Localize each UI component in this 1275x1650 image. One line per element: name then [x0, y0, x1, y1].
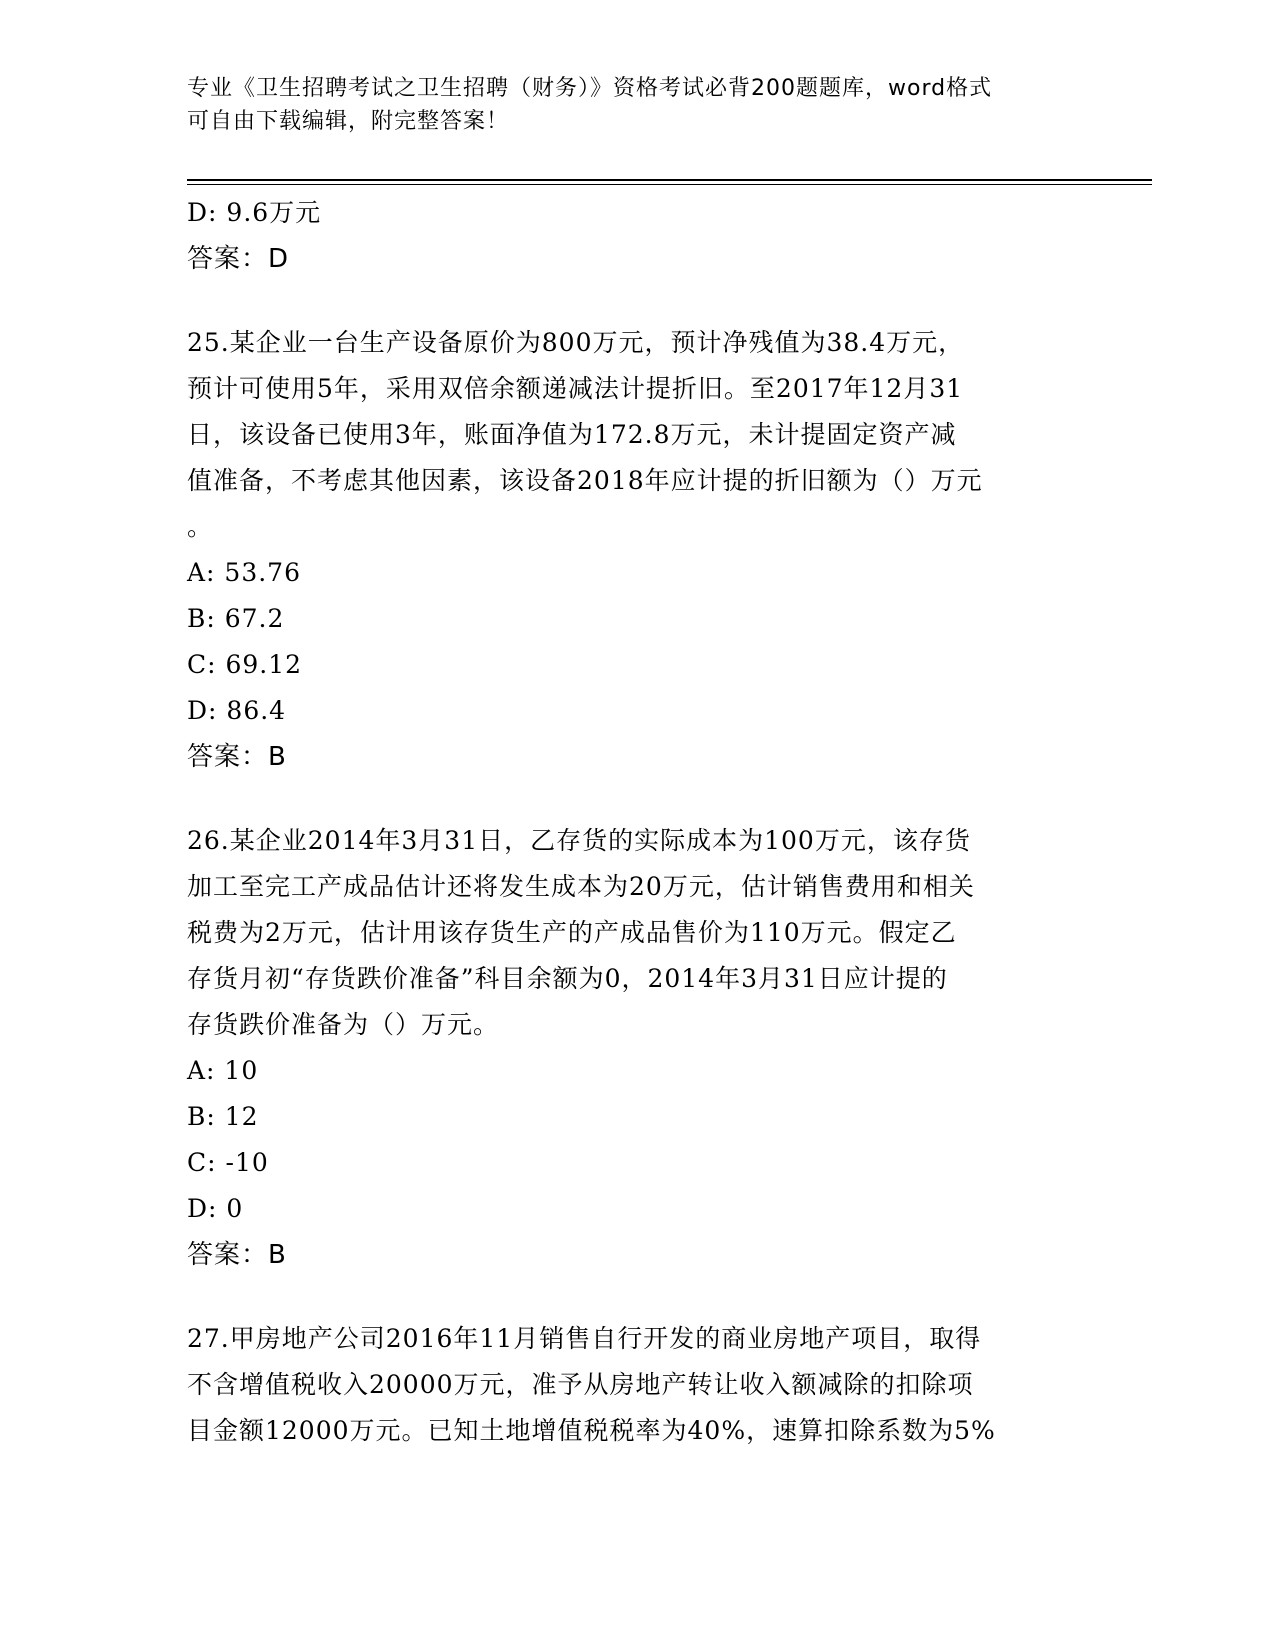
question-text-line: 25.某企业一台生产设备原价为800万元，预计净残值为38.4万元， — [187, 328, 965, 357]
question-26 — [187, 818, 1067, 1278]
question-25 — [187, 320, 1067, 780]
option-d: D: 0 — [187, 1194, 244, 1223]
document-body — [187, 190, 1067, 1454]
question-text-line: 存货跌价准备为（）万元。 — [187, 1010, 500, 1039]
option-c: C: -10 — [187, 1148, 269, 1177]
prev-answer: 答案：D — [187, 244, 290, 274]
question-text-line: 日，该设备已使用3年，账面净值为172.8万元，未计提固定资产减 — [187, 420, 957, 449]
question-text-line: 。 — [187, 512, 214, 541]
question-27 — [187, 1316, 1067, 1454]
option-b: B: 12 — [187, 1102, 259, 1131]
option-d: D: 86.4 — [187, 696, 287, 725]
option-c: C: 69.12 — [187, 650, 303, 679]
option-b: B: 67.2 — [187, 604, 285, 633]
header-rule-thick — [187, 179, 1152, 181]
option-a: A: 10 — [187, 1056, 259, 1085]
document-header — [187, 72, 1067, 138]
header-line-1: 专业《卫生招聘考试之卫生招聘（财务）》资格考试必背200题题库，word格式 — [187, 76, 993, 101]
answer: 答案：B — [187, 1240, 287, 1270]
question-text-line: 目金额12000万元。已知土地增值税税率为40%，速算扣除系数为5% — [187, 1416, 996, 1445]
question-text-line: 27.甲房地产公司2016年11月销售自行开发的商业房地产项目，取得 — [187, 1324, 982, 1353]
header-rule-thin — [187, 184, 1152, 185]
header-line-2: 可自由下载编辑，附完整答案！ — [187, 109, 510, 134]
prev-option-d: D: 9.6万元 — [187, 198, 322, 227]
question-text-line: 不含增值税收入20000万元，准予从房地产转让收入额减除的扣除项 — [187, 1370, 974, 1399]
question-text-line: 值准备，不考虑其他因素，该设备2018年应计提的折旧额为（）万元 — [187, 466, 983, 495]
question-text-line: 加工至完工产成品估计还将发生成本为20万元，估计销售费用和相关 — [187, 872, 975, 901]
question-text-line: 26.某企业2014年3月31日，乙存货的实际成本为100万元，该存货 — [187, 826, 971, 855]
option-a: A: 53.76 — [187, 558, 301, 587]
question-text-line: 存货月初“存货跌价准备”科目余额为0，2014年3月31日应计提的 — [187, 964, 948, 993]
answer: 答案：B — [187, 742, 287, 772]
question-text-line: 税费为2万元，估计用该存货生产的产成品售价为110万元。假定乙 — [187, 918, 957, 947]
question-text-line: 预计可使用5年，采用双倍余额递减法计提折旧。至2017年12月31 — [187, 374, 964, 403]
